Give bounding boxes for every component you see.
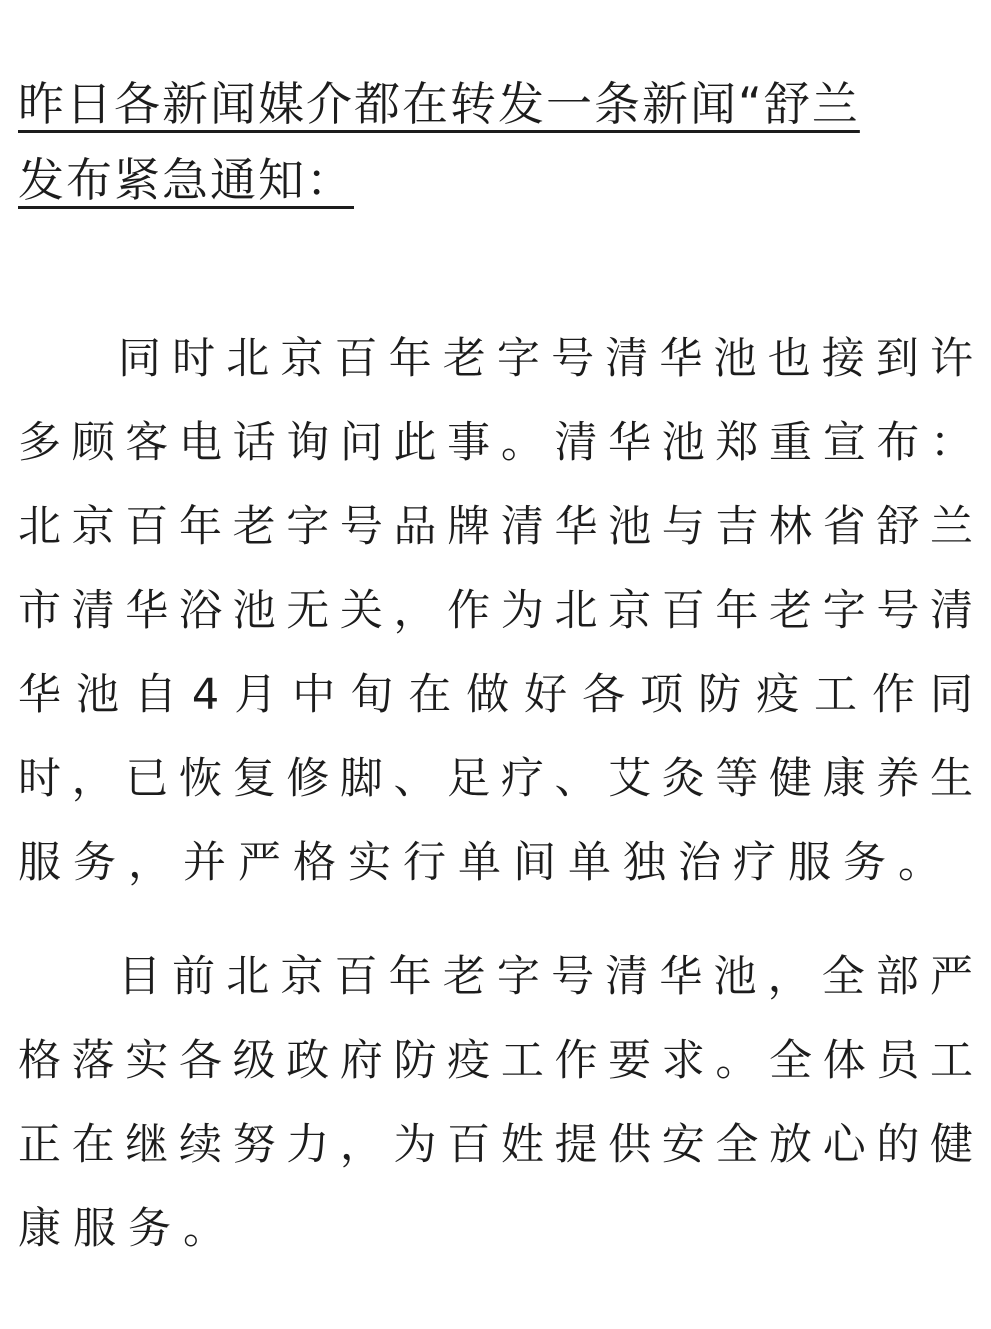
paragraph-2-line-3: 正在继续努力，为百姓提供安全放心的健 xyxy=(18,1120,973,1170)
paragraph-2-line-2: 格落实各级政府防疫工作要求。全体员工 xyxy=(18,1036,973,1086)
paragraph-1-line-5: 华池自4月中旬在做好各项防疫工作同 xyxy=(18,670,973,720)
headline-line-2: 发布紧急通知： xyxy=(18,153,354,207)
paragraph-2-line-4: 康服务。 xyxy=(18,1204,238,1254)
paragraph-1-line-3: 北京百年老字号品牌清华池与吉林省舒兰 xyxy=(18,502,973,552)
headline-line-1: 昨日各新闻媒介都在转发一条新闻“舒兰 xyxy=(18,77,860,131)
paragraph-1-line-7: 服务，并严格实行单间单独治疗服务。 xyxy=(18,838,953,888)
paragraph-1-line-2: 多顾客电话询问此事。清华池郑重宣布： xyxy=(18,418,973,468)
paragraph-1-line-1: 同时北京百年老字号清华池也接到许 xyxy=(118,334,973,384)
paragraph-1-line-6: 时，已恢复修脚、足疗、艾灸等健康养生 xyxy=(18,754,973,804)
paragraph-2-line-1: 目前北京百年老字号清华池，全部严 xyxy=(118,952,973,1002)
paragraph-1-line-4: 市清华浴池无关，作为北京百年老字号清 xyxy=(18,586,973,636)
